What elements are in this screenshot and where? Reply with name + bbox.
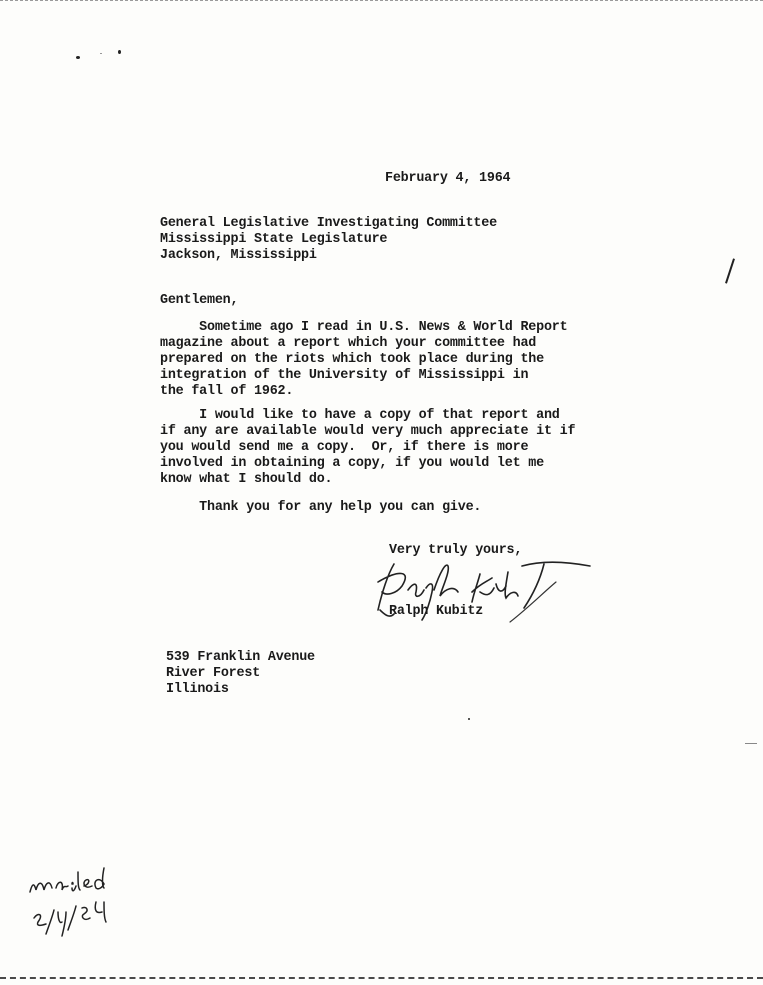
recipient-line: Mississippi State Legislature [160,232,388,247]
recipient-block [160,216,497,264]
bottom-scan-edge [0,977,763,981]
sender-address [166,650,315,698]
paragraph-line: know what I should do. [160,472,333,487]
paragraph-line: if any are available would very much appreciate it if [160,424,576,439]
paragraph-1 [160,320,567,400]
address-line: River Forest [166,666,261,681]
letter-date: February 4, 1964 [385,171,511,186]
top-scan-edge [0,0,763,3]
paragraph-line: prepared on the riots which took place during the [160,352,544,367]
paragraph-line: I would like to have a copy of that report and [160,408,560,423]
margin-mark [725,258,735,283]
paragraph-line: Sometime ago I read in U.S. News & World Report [160,320,568,335]
paragraph-line: magazine about a report which your committee had [160,336,537,351]
paragraph-line: involved in obtaining a copy, if you would let me [160,456,544,471]
salutation: Gentlemen, [160,293,239,308]
scan-speck [76,56,80,59]
scan-speck [745,743,757,744]
recipient-line: General Legislative Investigating Committee [160,216,497,231]
signer-name: Ralph Kubitz [389,604,484,619]
closing: Very truly yours, [389,543,523,558]
scan-speck [118,50,121,54]
handwritten-mailed-note [26,862,156,942]
paragraph-line: you would send me a copy. Or, if there is more [160,440,529,455]
paragraph-2 [160,408,575,488]
paragraph-3: Thank you for any help you can give. [160,500,482,515]
paragraph-line: integration of the University of Mississippi in [160,368,529,383]
address-line: Illinois [166,682,229,697]
address-line: 539 Franklin Avenue [166,650,315,665]
scan-speck [100,53,102,54]
recipient-line: Jackson, Mississippi [160,248,317,263]
paragraph-line: the fall of 1962. [160,384,294,399]
scan-speck [468,718,470,720]
